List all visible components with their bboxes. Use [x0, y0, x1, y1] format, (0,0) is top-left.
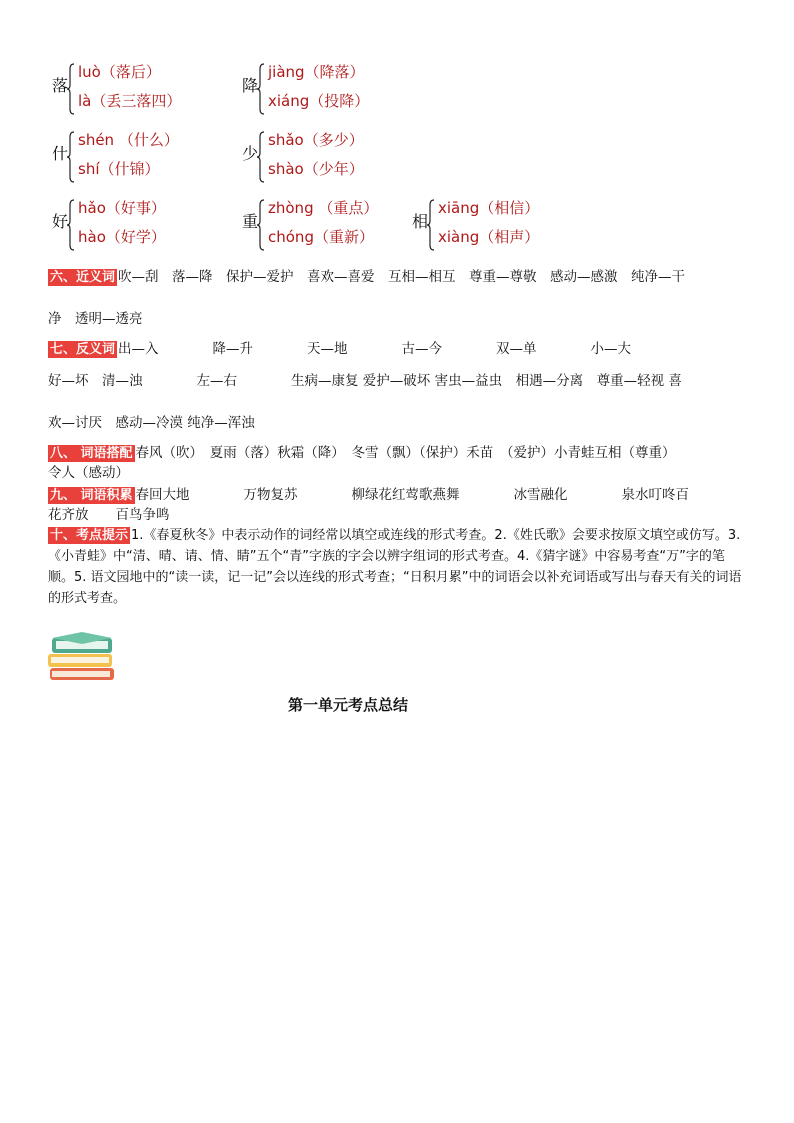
polyphone-reading-1: zhòng （重点）: [268, 199, 379, 217]
polyphone-reading-2: chóng（重新）: [268, 228, 374, 246]
collocation-line-2: 令人（感动）: [48, 465, 129, 481]
polyphone-char: 相: [412, 212, 429, 231]
polyphone-char: 什: [52, 144, 69, 163]
polyphone-char: 降: [242, 76, 259, 95]
book-stack-icon: [46, 630, 118, 688]
brace-icon: [427, 199, 435, 251]
brace-icon: [67, 199, 75, 251]
polyphone-reading-1: shén （什么）: [78, 131, 179, 149]
polyphone-reading-1: luò（落后）: [78, 63, 161, 81]
polyphone-reading-1: shǎo（多少）: [268, 131, 364, 149]
collocation-text: 春风（吹） 夏雨（落）秋霜（降） 冬雪（飘）（保护）禾苗 （爱护）小青蛙互相（尊重）: [135, 445, 676, 461]
brace-icon: [257, 199, 265, 251]
page-title: 第一单元考点总结: [288, 696, 409, 714]
tips-paragraph: [48, 525, 748, 609]
polyphone-reading-2: là（丢三落四）: [78, 92, 182, 110]
section-tag-accumulation: 九、 词语积累: [50, 488, 133, 503]
synonyms-text: 吹—刮 落—降 保护—爱护 喜欢—喜爱 互相—相互 尊重—尊敬 感动—感激 纯净—干: [118, 269, 686, 285]
antonyms-line-3: 欢—讨厌 感动—冷漠 纯净—浑浊: [48, 415, 255, 431]
antonyms-line-1: [48, 340, 631, 358]
accumulation-text: 春回大地 万物复苏 柳绿花红莺歌燕舞 冰雪融化 泉水叮咚百: [135, 487, 690, 503]
polyphone-reading-2: xiáng（投降）: [268, 92, 370, 110]
section-tag-antonyms: 七、反义词: [50, 342, 116, 357]
synonyms-line-1: [48, 268, 685, 286]
polyphone-char: 少: [242, 144, 259, 163]
brace-icon: [257, 131, 265, 183]
section-tag-synonyms: 六、近义词: [50, 270, 116, 285]
accumulation-line-2: 花齐放 百鸟争鸣: [48, 507, 170, 523]
polyphone-reading-2: shí（什锦）: [78, 160, 160, 178]
polyphone-reading-1: xiāng（相信）: [438, 199, 540, 217]
polyphone-char: 落: [52, 76, 69, 95]
polyphone-reading-2: xiàng（相声）: [438, 228, 540, 246]
polyphone-reading-2: hào（好学）: [78, 228, 166, 246]
accumulation-line-1: [48, 486, 689, 504]
polyphone-char: 好: [52, 212, 69, 231]
section-tag-tips: 十、考点提示: [50, 528, 129, 543]
brace-icon: [67, 131, 75, 183]
antonyms-line-2: 好—坏 清—浊 左—右 生病—康复 爱护—破坏 害虫—益虫 相遇—分离 尊重—轻视 喜: [48, 373, 682, 389]
synonyms-line-2: 净 透明—透亮: [48, 311, 143, 327]
collocation-line-1: [48, 444, 676, 462]
section-tag-collocation: 八、 词语搭配: [50, 446, 133, 461]
polyphone-char: 重: [242, 212, 259, 231]
tips-text: 1.《春夏秋冬》中表示动作的词经常以填空或连线的形式考查。2.《姓氏歌》会要求按原文填空或仿写。3.《小青蛙》中“清、晴、请、情、睛”五个“青”字族的字会以辨字组词的形式考查。4.《猜字谜》中容易考查“万”字的笔顺。5. 语文园地中的“读一读，记一记”会以连线的形式考查；“日积月累”中的词语会以补充词语或写出与春天有关的词语的形式考查。: [48, 528, 742, 606]
brace-icon: [67, 63, 75, 115]
polyphone-reading-2: shào（少年）: [268, 160, 364, 178]
antonyms-text: 出—入 降—升 天—地 古—今 双—单 小—大: [118, 341, 632, 357]
brace-icon: [257, 63, 265, 115]
polyphone-reading-1: hǎo（好事）: [78, 199, 166, 217]
polyphone-reading-1: jiàng（降落）: [268, 63, 365, 81]
